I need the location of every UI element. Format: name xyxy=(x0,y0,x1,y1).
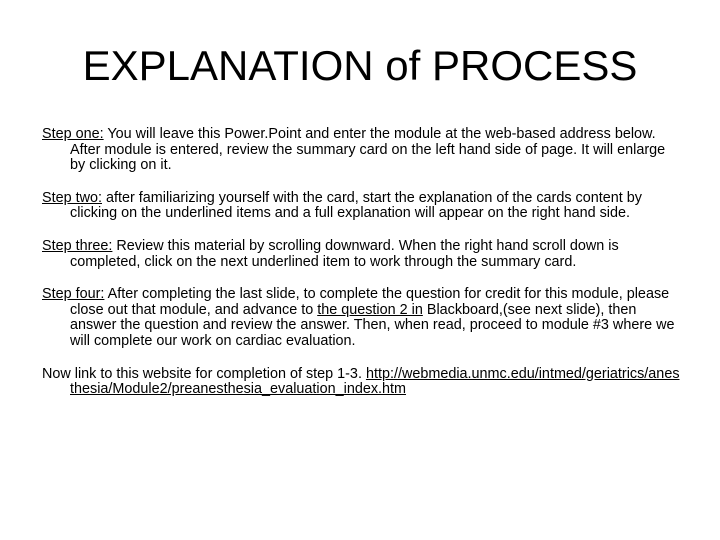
module-url-link[interactable]: http://webmedia.unmc.edu/intmed/geriatrics/anesthesia/Module2/preanesthesia_evaluation_index.htm xyxy=(70,365,680,398)
closing-text: Now link to this website for completion of step 1-3. xyxy=(42,365,362,382)
closing-paragraph xyxy=(42,367,682,398)
step-four-text-before: After completing the last slide, to complete the question for credit for this module, please close out that module, and advance to xyxy=(70,286,670,318)
step-two-label: Step two: xyxy=(42,189,102,206)
step-one-paragraph xyxy=(42,127,682,174)
step-three-label: Step three: xyxy=(42,237,113,254)
step-three-paragraph xyxy=(42,239,682,270)
step-one-text: You will leave this Power.Point and enter the module at the web-based address below. After module is entered, review the summary card on the left hand side of page. It will enlarge by clicking on it. xyxy=(70,126,666,174)
question-2-link[interactable]: the question 2 in xyxy=(317,301,423,318)
step-three-text: Review this material by scrolling downward. When the right hand scroll down is completed, click on the next underlined item to work through the summary card. xyxy=(70,237,619,270)
slide-body xyxy=(42,127,682,398)
step-four-label: Step four: xyxy=(42,286,105,303)
slide-title: EXPLANATION of PROCESS xyxy=(82,42,638,89)
step-one-label: Step one: xyxy=(42,126,104,142)
step-two-text: after familiarizing yourself with the card, start the explanation of the cards content by clicking on the underlined items and a full explanation will appear on the right hand side. xyxy=(70,189,642,222)
step-two-paragraph xyxy=(42,191,682,222)
step-four-text-after: Blackboard,(see next slide), then answer the question and review the answer. Then, when read, proceed to module #3 where we will complete our work on cardiac evaluation. xyxy=(70,301,675,349)
step-four-paragraph xyxy=(42,287,682,349)
